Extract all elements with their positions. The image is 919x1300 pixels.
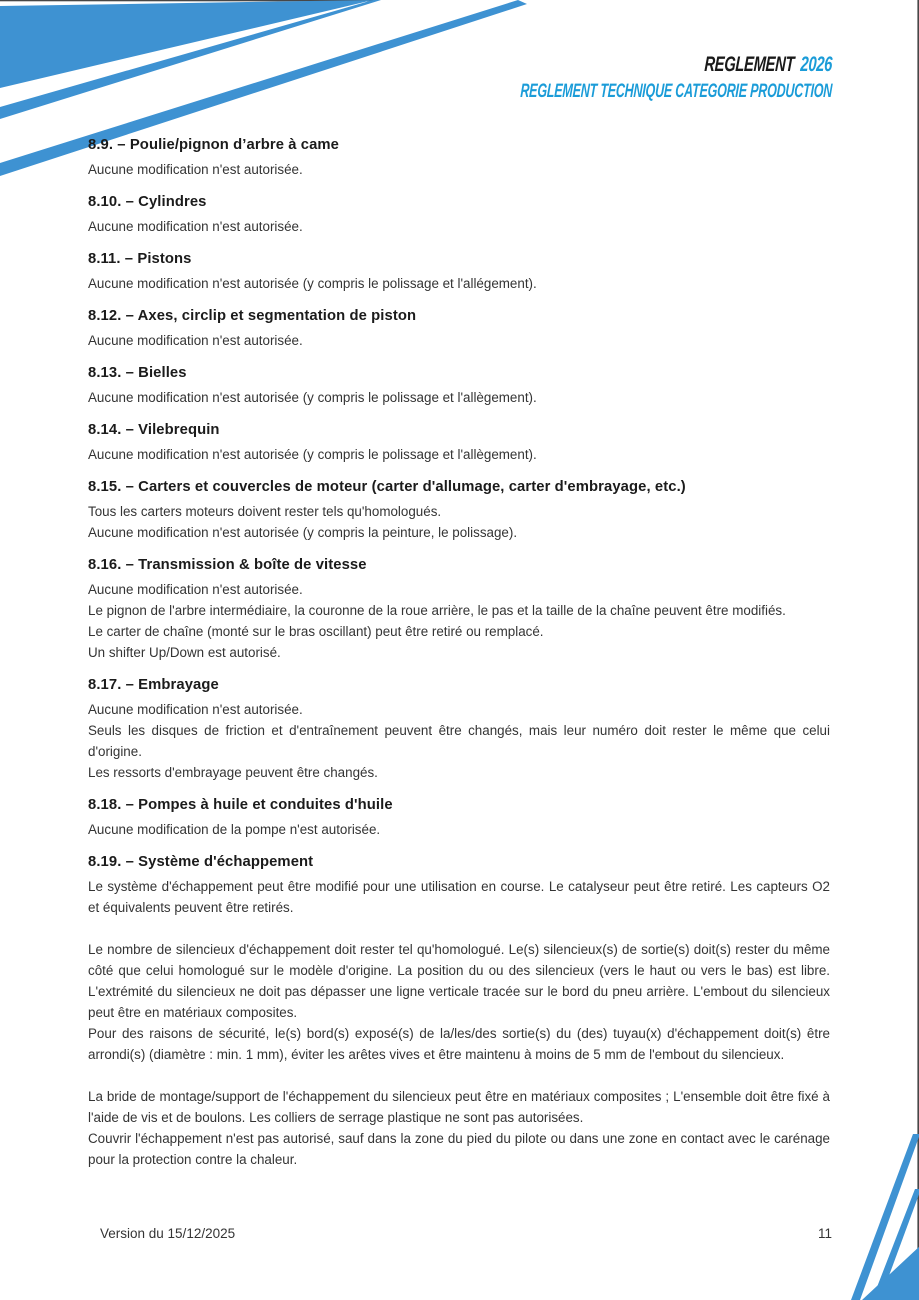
section-heading: 8.11. – Pistons: [88, 251, 192, 267]
section-heading: 8.9. – Poulie/pignon d’arbre à came: [88, 137, 340, 153]
page-footer: [100, 1226, 832, 1241]
paragraph-block: [88, 330, 830, 351]
body-paragraph: Le pignon de l'arbre intermédiaire, la couronne de la roue arrière, le pas et la taille de la chaîne peuvent être modifiés.: [88, 603, 786, 618]
section-heading: 8.10. – Cylindres: [88, 194, 207, 210]
paragraph-block: [88, 387, 830, 408]
section-heading: 8.19. – Système d'échappement: [88, 854, 314, 870]
paragraph-block: [88, 1086, 830, 1170]
section-heading: 8.17. – Embrayage: [88, 677, 219, 693]
section: [88, 797, 830, 840]
body-paragraph: Aucune modification n'est autorisée (y compris la peinture, le polissage).: [88, 525, 518, 540]
paragraph-block: [88, 876, 830, 918]
paragraph-block: [88, 273, 830, 294]
doc-year: 2026: [799, 53, 833, 76]
body-paragraph: Aucune modification n'est autorisée (y compris le polissage et l'allégement).: [88, 276, 537, 291]
section: [88, 854, 830, 1170]
section: [88, 308, 830, 351]
body-paragraph: Le carter de chaîne (monté sur le bras oscillant) peut être retiré ou remplacé.: [88, 624, 544, 639]
section: [88, 557, 830, 663]
document-body: [88, 137, 830, 1170]
paragraph-block: [88, 216, 830, 237]
section: [88, 365, 830, 408]
page-number: 11: [817, 1226, 832, 1241]
paragraph-block: [88, 939, 830, 1065]
section-heading: 8.18. – Pompes à huile et conduites d'huile: [88, 797, 393, 813]
body-paragraph: Tous les carters moteurs doivent rester tels qu'homologués.: [88, 504, 442, 519]
body-paragraph: Aucune modification n'est autorisée.: [88, 702, 303, 717]
masthead-title-line: [491, 54, 833, 75]
body-paragraph: Aucune modification de la pompe n'est autorisée.: [88, 822, 381, 837]
sections: [88, 137, 830, 1170]
paragraph-block: [88, 579, 830, 663]
section: [88, 422, 830, 465]
page-header: [345, 54, 832, 102]
section-heading: 8.14. – Vilebrequin: [88, 422, 220, 438]
body-paragraph: Aucune modification n'est autorisée.: [88, 219, 303, 234]
doc-subtitle: REGLEMENT TECHNIQUE CATEGORIE PRODUCTION: [519, 80, 833, 102]
body-paragraph: Pour des raisons de sécurité, le(s) bord(s) exposé(s) de la/les/des sortie(s) du (des) tuyau(x) d'échappement doit(s) être arrondi(s) (diamètre : min. 1 mm), éviter les arêtes vives et être maintenu à moins de 5 mm de l'embout du silencieux.: [88, 1026, 830, 1062]
section-heading: 8.16. – Transmission & boîte de vitesse: [88, 557, 367, 573]
paragraph-block: [88, 159, 830, 180]
body-paragraph: Le nombre de silencieux d'échappement doit rester tel qu'homologué. Le(s) silencieux(s) de sortie(s) doit(s) rester du même côté que celui homologué sur le modèle d'origine. La position du ou des silencieux (vers le haut ou vers le bas) est libre. L'extrémité du silencieux ne doit pas dépasser une ligne verticale tracée sur le bord du pneu arrière. L'embout du silencieux peut être en matériaux composites.: [88, 942, 830, 1020]
paragraph-block: [88, 444, 830, 465]
body-paragraph: Un shifter Up/Down est autorisé.: [88, 645, 281, 660]
body-paragraph: Aucune modification n'est autorisée.: [88, 333, 303, 348]
body-paragraph: Les ressorts d'embrayage peuvent être changés.: [88, 765, 378, 780]
version-label: Version du 15/12/2025: [100, 1226, 236, 1241]
paragraph-block: [88, 501, 830, 543]
top-left-wedge: [0, 0, 373, 88]
body-paragraph: Aucune modification n'est autorisée (y compris le polissage et l'allègement).: [88, 447, 537, 462]
body-paragraph: Couvrir l'échappement n'est pas autorisé, sauf dans la zone du pied du pilote ou dans une zone en contact avec le carénage pour la protection contre la chaleur.: [88, 1131, 830, 1167]
section: [88, 251, 830, 294]
section-heading: 8.13. – Bielles: [88, 365, 187, 381]
section: [88, 479, 830, 543]
body-paragraph: Le système d'échappement peut être modifié pour une utilisation en course. Le catalyseur peut être retiré. Les capteurs O2 et équivalents peuvent être retirés.: [88, 879, 830, 915]
doc-title: REGLEMENT: [703, 53, 795, 76]
paragraph-block: [88, 699, 830, 783]
section: [88, 677, 830, 783]
body-paragraph: Aucune modification n'est autorisée.: [88, 582, 303, 597]
body-paragraph: Aucune modification n'est autorisée (y compris le polissage et l'allègement).: [88, 390, 537, 405]
section-heading: 8.12. – Axes, circlip et segmentation de piston: [88, 308, 417, 324]
paragraph-block: [88, 819, 830, 840]
section-heading: 8.15. – Carters et couvercles de moteur (carter d'allumage, carter d'embrayage, etc.): [88, 479, 686, 495]
section: [88, 137, 830, 180]
body-paragraph: Aucune modification n'est autorisée.: [88, 162, 303, 177]
body-paragraph: La bride de montage/support de l'échappement du silencieux peut être en matériaux composites ; L'ensemble doit être fixé à l'aide de vis et de boulons. Les colliers de serrage plastique ne sont pas autorisées.: [88, 1089, 830, 1125]
section: [88, 194, 830, 237]
body-paragraph: Seuls les disques de friction et d'entraînement peuvent être changés, mais leur numéro doit rester le même que celui d'origine.: [88, 723, 830, 759]
